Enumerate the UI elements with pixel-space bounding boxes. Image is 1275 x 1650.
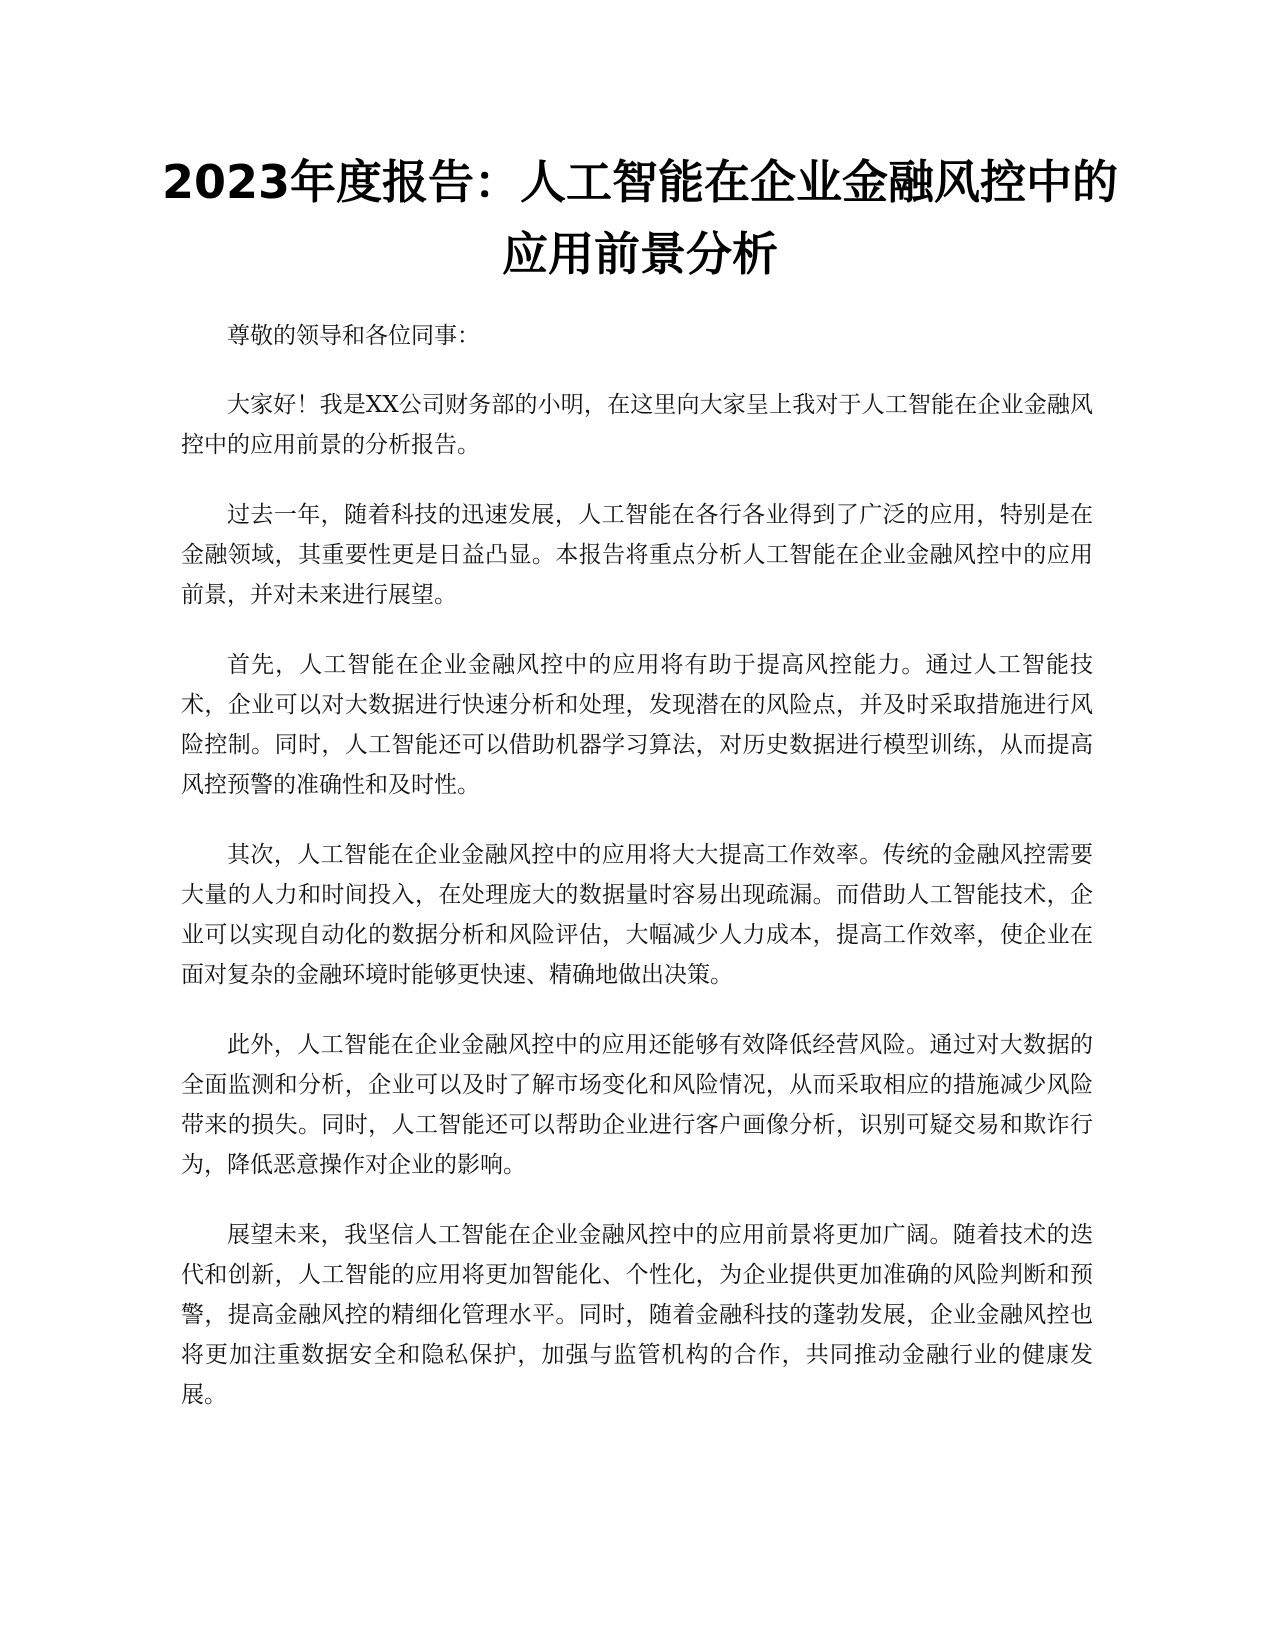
document-body: [181, 316, 1093, 1445]
paragraph-intro: 大家好！我是XX公司财务部的小明，在这里向大家呈上我对于人工智能在企业金融风控中的应用前景的分析报告。: [181, 392, 1093, 458]
paragraph-first-point: 首先，人工智能在企业金融风控中的应用将有助于提高风控能力。通过人工智能技术，企业可以对大数据进行快速分析和处理，发现潜在的风险点，并及时采取措施进行风险控制。同时，人工智能还可以借助机器学习算法，对历史数据进行模型训练，从而提高风控预警的准确性和及时性。: [181, 652, 1093, 798]
paragraph-outlook: 展望未来，我坚信人工智能在企业金融风控中的应用前景将更加广阔。随着技术的迭代和创新，人工智能的应用将更加智能化、个性化，为企业提供更加准确的风险判断和预警，提高金融风控的精细化管理水平。同时，随着金融科技的蓬勃发展，企业金融风控也将更加注重数据安全和隐私保护，加强与监管机构的合作，共同推动金融行业的健康发展。: [181, 1222, 1093, 1408]
paragraph-background: 过去一年，随着科技的迅速发展，人工智能在各行各业得到了广泛的应用，特别是在金融领域，其重要性更是日益凸显。本报告将重点分析人工智能在企业金融风控中的应用前景，并对未来进行展望。: [181, 502, 1093, 608]
document-title: 2023年度报告：人工智能在企业金融风控中的应用前景分析: [161, 155, 1119, 281]
salutation: 尊敬的领导和各位同事：: [227, 323, 480, 349]
paragraph-second-point: 其次，人工智能在企业金融风控中的应用将大大提高工作效率。传统的金融风控需要大量的人力和时间投入，在处理庞大的数据量时容易出现疏漏。而借助人工智能技术，企业可以实现自动化的数据分析和风险评估，大幅减少人力成本，提高工作效率，使企业在面对复杂的金融环境时能够更快速、精确地做出决策。: [181, 842, 1093, 988]
paragraph-third-point: 此外，人工智能在企业金融风控中的应用还能够有效降低经营风险。通过对大数据的全面监测和分析，企业可以及时了解市场变化和风险情况，从而采取相应的措施减少风险带来的损失。同时，人工智能还可以帮助企业进行客户画像分析，识别可疑交易和欺诈行为，降低恶意操作对企业的影响。: [181, 1032, 1093, 1178]
